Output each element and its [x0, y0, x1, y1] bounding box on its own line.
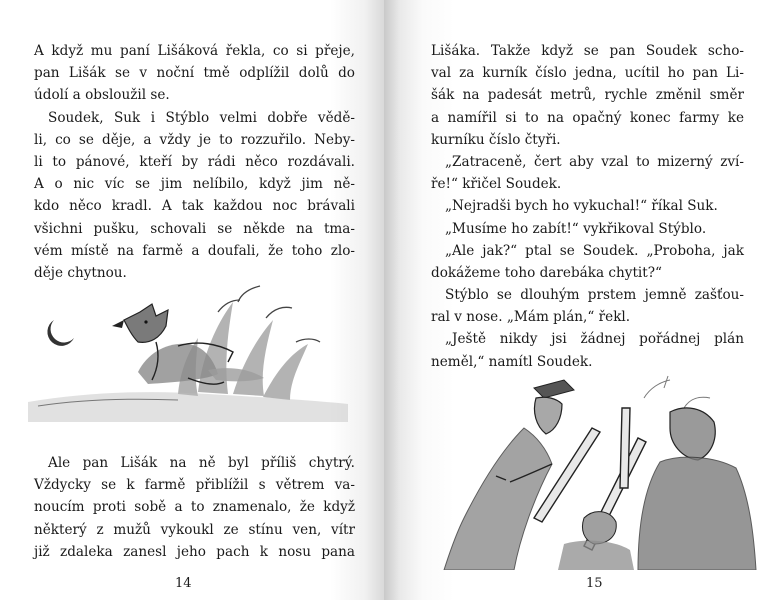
text-line: a namířil si to na opačný konec farmy ke — [431, 109, 744, 126]
fox-illustration — [28, 282, 348, 422]
text-line: kdo něco kradl. A tak každou noc brávali — [34, 198, 355, 215]
farmers-illustration — [424, 368, 764, 570]
text-line: Lišáka. Takže když se pan Soudek scho- — [431, 43, 744, 59]
text-line: val za kurník číslo jedna, ucítil ho pan Li- — [431, 65, 744, 82]
text-line: kurníku číslo čtyři. — [431, 131, 561, 148]
text-line: A o nic víc se jim nelíbilo, když jim ně- — [34, 176, 355, 193]
text-line: pan Lišák se v noční tmě odplížil dolů do — [34, 65, 355, 82]
text-line: li, co se děje, a vždy je to rozzuřilo. Neby- — [34, 131, 355, 148]
page-number-right: 15 — [586, 576, 603, 591]
left-text-block-1 — [34, 40, 355, 284]
text-line: dokážeme toho darebáka chytit?“ — [431, 264, 662, 281]
text-line: Soudek, Suk i Stýblo velmi dobře vědě- — [48, 109, 355, 126]
text-line: všichni pušku, schovali se někde na tma- — [34, 220, 355, 237]
text-line: Stýblo se dlouhým prstem jemně zašťou- — [445, 287, 744, 304]
text-line: li to pánové, kteří by rádi něco rozdávali. — [34, 153, 355, 170]
text-line: údolí a obsloužil se. — [34, 87, 170, 104]
text-line: děje chytnou. — [34, 264, 127, 281]
text-line: šák na padesát metrů, rychle změnil směr — [431, 87, 744, 104]
text-line: některý z mužů vykoukl ze stínu ven, vítr — [34, 521, 355, 538]
text-line: ře!“ křičel Soudek. — [431, 176, 562, 193]
text-line: Ale pan Lišák na ně byl příliš chytrý. — [48, 455, 355, 471]
text-line: ral v nose. „Mám plán,“ řekl. — [431, 309, 631, 326]
moon-icon — [47, 320, 74, 346]
text-line: „Nejradši bych ho vykuchal!“ říkal Suk. — [445, 198, 718, 215]
page-number-left: 14 — [175, 576, 192, 591]
text-line: „Ještě nikdy jsi žádnej pořádnej plán — [445, 331, 744, 348]
text-line: „Musíme ho zabít!“ vykřikoval Stýblo. — [445, 220, 707, 237]
text-line: Vždycky se k farmě přiblížil s větrem va- — [34, 477, 355, 494]
right-page — [384, 0, 774, 600]
text-line: A když mu paní Lišáková řekla, co si přeje, — [34, 43, 355, 59]
text-line: neměl,“ namítl Soudek. — [431, 353, 593, 370]
left-text-block-2 — [34, 452, 355, 563]
text-line: „Ale jak?“ ptal se Soudek. „Proboha, jak — [445, 242, 744, 259]
right-text-block-1 — [431, 40, 744, 373]
text-line: vém místě na farmě a doufali, že toho zlo- — [34, 242, 355, 259]
text-line: noucím proti sobě a to znamenalo, že když — [34, 499, 355, 516]
text-line: „Zatraceně, čert aby vzal to mizerný zví- — [445, 153, 744, 170]
left-page — [0, 0, 384, 600]
text-line: již zdaleka zanesl jeho pach k nosu pana — [34, 543, 355, 560]
